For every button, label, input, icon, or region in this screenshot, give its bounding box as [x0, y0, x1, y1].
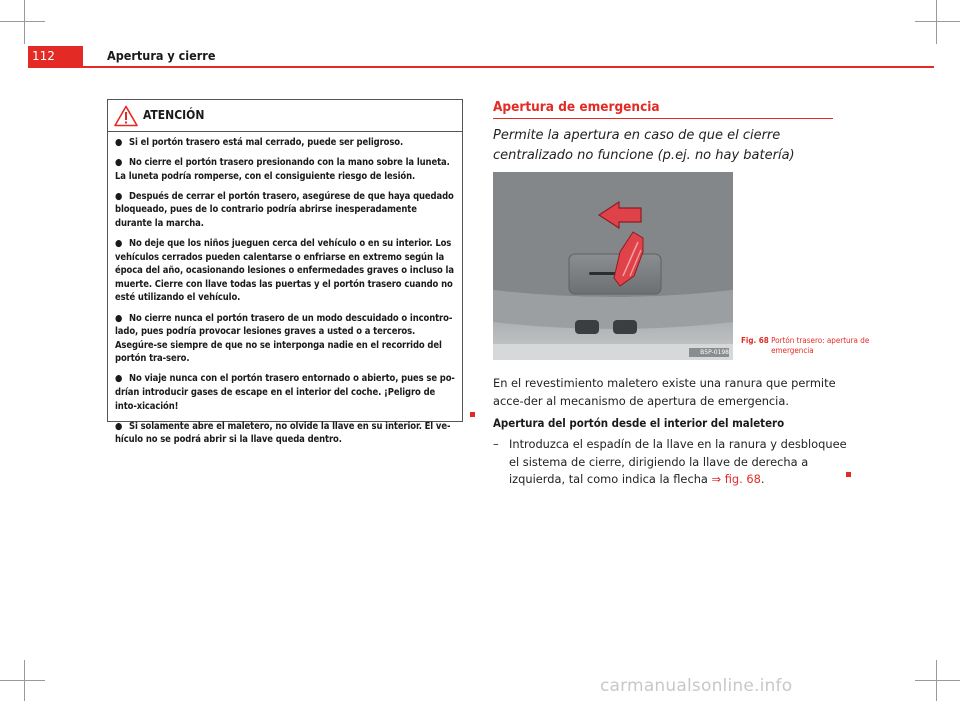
watermark-text: carmanualsonline.info	[600, 676, 793, 696]
crop-mark	[915, 21, 960, 22]
bullet-icon: ●	[115, 420, 123, 432]
bullet-icon: ●	[115, 137, 123, 148]
figure-caption	[741, 336, 871, 356]
warning-item: ● Si solamente abre el maletero, no olvide la llave en su interior. El ve-hículo no se podrá abrir si la llave queda dentro.	[115, 420, 451, 446]
tailgate-emergency-illustration	[493, 172, 733, 360]
bullet-icon: ●	[115, 190, 123, 202]
warning-item: ● No viaje nunca con el portón trasero entornado o abierto, pues se po-drían introducir gases de escape en el interior del coche. ¡Peligro de into-xicación!	[115, 373, 455, 412]
warning-box	[107, 99, 463, 446]
figure-label: Fig. 68	[741, 336, 769, 345]
figure-image	[493, 172, 733, 360]
bullet-icon: ●	[115, 373, 123, 385]
bullet-icon: ●	[115, 312, 123, 324]
warning-item: ● Si el portón trasero está mal cerrado, puede ser peligroso.	[115, 137, 404, 148]
figure-caption-text: Portón trasero: apertura de emergencia	[771, 336, 870, 355]
crop-mark	[936, 0, 937, 44]
crop-mark	[915, 680, 960, 681]
warning-item: ● No cierre el portón trasero presionando con la mano sobre la luneta. La luneta podría romperse, con el consiguiente riesgo de lesión.	[115, 157, 450, 182]
step-end: .	[760, 472, 765, 486]
crop-mark	[0, 680, 45, 681]
crop-mark	[24, 0, 25, 44]
crop-mark	[24, 660, 25, 701]
step-heading: Apertura del portón desde el interior del maletero	[493, 416, 785, 430]
warning-header	[108, 100, 462, 132]
dash-marker: –	[493, 437, 499, 451]
warning-title: ATENCIÓN	[143, 108, 205, 122]
page-number: 112	[28, 46, 83, 66]
warning-item: ● Después de cerrar el portón trasero, asegúrese de que haya quedado bloqueado, pues de lo contrario podría abrirse inesperadamente durante la marcha.	[115, 190, 454, 229]
section-intro: Permite la apertura en caso de que el cierre centralizado no funcione (p.ej. no hay batería)	[493, 128, 795, 163]
section-end-mark	[846, 472, 851, 477]
warning-body	[108, 132, 462, 447]
section-title: Apertura de emergencia	[493, 99, 660, 115]
header-rule	[28, 66, 934, 68]
warning-triangle-icon	[114, 105, 138, 127]
section-rule	[493, 118, 833, 119]
figure-reference-link[interactable]: ⇒ fig. 68	[711, 472, 761, 486]
step-text: Introduzca el espadín de la llave en la ranura y desbloquee el sistema de cierre, dirigiendo la llave de derecha a izquierda, tal como indica la flecha	[509, 437, 847, 486]
section-end-mark	[470, 412, 475, 417]
bullet-icon: ●	[115, 238, 123, 250]
crop-mark	[936, 660, 937, 701]
warning-item: ● No deje que los niños jueguen cerca del vehículo o en su interior. Los vehículos cerrados pueden calentarse o enfriarse en extremo según la época del año, ocasionando lesiones o enfermedades graves o incluso la muerte. Cierre con llave todas las puertas y el portón trasero cuando no esté utilizando el vehículo.	[115, 238, 454, 304]
warning-item: ● No cierre nunca el portón trasero de un modo descuidado o incontro-lado, pues podría provocar lesiones graves a usted o a terceros. Asegúre-se siempre de que no se interponga nadie en el recorrido del portón tra-sero.	[115, 312, 453, 365]
bullet-icon: ●	[115, 157, 123, 169]
crop-mark	[0, 21, 45, 22]
chapter-title: Apertura y cierre	[107, 48, 216, 63]
figure-code: B5P-0198	[700, 349, 729, 356]
body-paragraph: En el revestimiento maletero existe una ranura que permite acce-der al mecanismo de apertura de emergencia.	[493, 376, 836, 408]
step-item	[493, 436, 848, 489]
